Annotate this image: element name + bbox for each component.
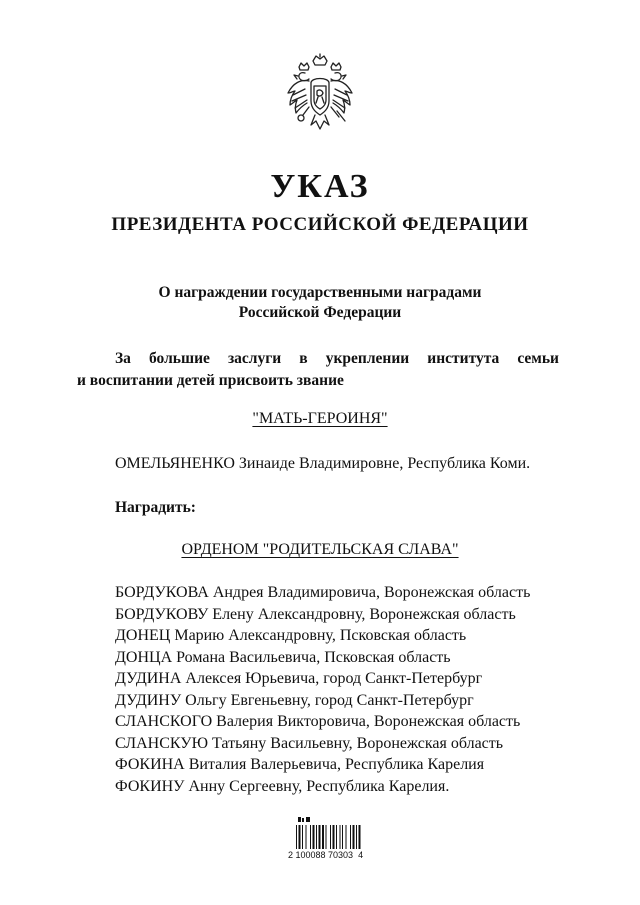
barcode-bar bbox=[322, 825, 324, 849]
barcode-bar bbox=[353, 825, 355, 849]
barcode-bar bbox=[333, 825, 335, 849]
barcode-bar bbox=[346, 825, 347, 849]
decree-intro bbox=[77, 348, 559, 392]
barcode-number: 2 100088 70303 4 bbox=[288, 850, 364, 860]
barcode-bars bbox=[296, 825, 361, 849]
list-item: ДУДИНА Алексея Юрьевича, город Санкт-Петербург bbox=[115, 670, 483, 687]
list-item: СЛАНСКОГО Валерия Викторовича, Воронежская область bbox=[115, 713, 521, 730]
decree-title: УКАЗ bbox=[270, 168, 370, 205]
russian-double-headed-eagle-icon bbox=[285, 53, 355, 139]
barcode-bar bbox=[359, 825, 361, 849]
barcode-bar bbox=[316, 825, 317, 849]
list-item: ФОКИНУ Анну Сергеевну, Республика Карелия. bbox=[115, 777, 450, 795]
list-item: ФОКИНА Виталия Валерьевича, Республика Карелия bbox=[115, 756, 485, 773]
barcode-bar bbox=[302, 825, 303, 849]
decree-heading bbox=[0, 283, 640, 323]
barcode-bar bbox=[306, 825, 307, 849]
list-item: БОРДУКОВУ Елену Александровну, Воронежская область bbox=[115, 605, 516, 623]
heading-line-2: Российской Федерации bbox=[238, 304, 402, 321]
honorary-title-text: "МАТЬ-ГЕРОИНЯ" bbox=[252, 410, 388, 427]
decree-subtitle: ПРЕЗИДЕНТА РОССИЙСКОЙ ФЕДЕРАЦИИ bbox=[111, 214, 529, 235]
list-item: ДОНЦА Романа Васильевича, Псковская область bbox=[115, 648, 451, 666]
order-name-text: ОРДЕНОМ "РОДИТЕЛЬСКАЯ СЛАВА" bbox=[181, 541, 459, 558]
barcode-bar bbox=[299, 825, 301, 849]
list-item: БОРДУКОВА Андрея Владимировича, Воронежская область bbox=[115, 584, 531, 601]
list-item: ДОНЕЦ Марию Александровну, Псковская область bbox=[115, 627, 467, 644]
order-name bbox=[0, 541, 640, 559]
barcode-bar bbox=[350, 825, 351, 849]
barcode-bar bbox=[296, 825, 297, 849]
honorary-title bbox=[0, 410, 640, 428]
barcode-bar bbox=[310, 825, 311, 849]
heading-line-1: О награждении государственными наградами bbox=[158, 284, 482, 301]
barcode-bar bbox=[326, 825, 327, 849]
order-recipient-list bbox=[115, 582, 530, 797]
barcode-bar bbox=[319, 825, 321, 849]
barcode-bar bbox=[330, 825, 331, 849]
intro-line-1: За большие заслуги в укреплении института семьи bbox=[115, 350, 559, 367]
barcode-bar bbox=[356, 825, 357, 849]
barcode-bar bbox=[340, 825, 341, 849]
barcode-bar bbox=[342, 825, 343, 849]
intro-line-2: и воспитании детей присвоить звание bbox=[77, 372, 344, 389]
list-item: СЛАНСКУЮ Татьяну Васильевну, Воронежская область bbox=[115, 734, 504, 752]
honorary-recipient: ОМЕЛЬЯНЕНКО Зинаиде Владимировне, Республика Коми. bbox=[115, 455, 531, 472]
barcode-bar bbox=[313, 825, 315, 849]
award-verb: Наградить: bbox=[115, 499, 196, 516]
list-item: ДУДИНУ Ольгу Евгеньевну, город Санкт-Петербург bbox=[115, 691, 474, 709]
barcode-bar bbox=[336, 825, 337, 849]
